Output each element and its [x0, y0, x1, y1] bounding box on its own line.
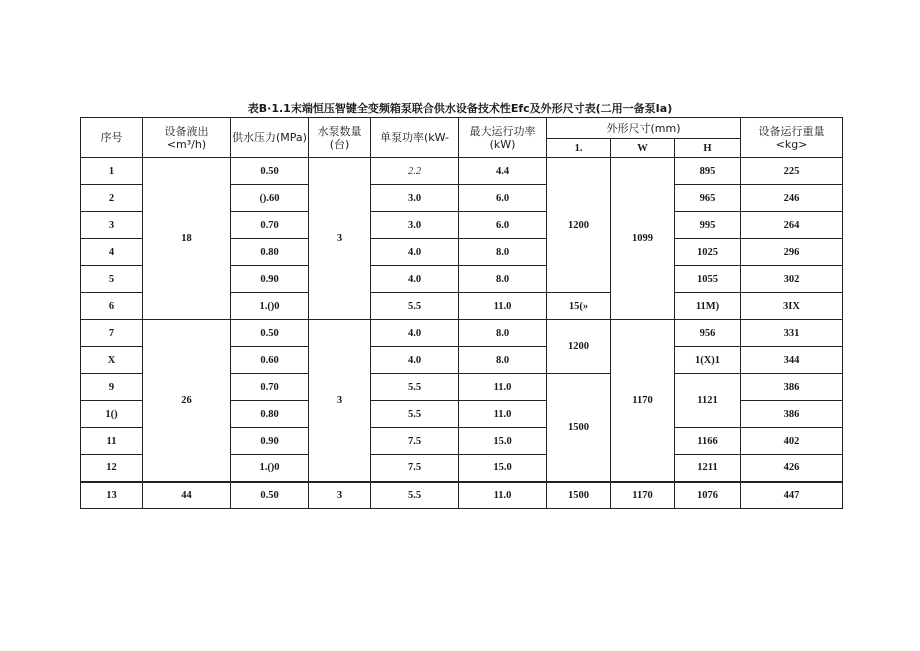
cell-dim-l: 1500 [547, 482, 611, 509]
table-row [81, 158, 843, 185]
cell-max: 11.0 [459, 293, 547, 320]
cell-weight: 3IX [741, 293, 843, 320]
cell-power: 5.5 [371, 482, 459, 509]
cell-max: 4.4 [459, 158, 547, 185]
cell-weight: 344 [741, 347, 843, 374]
cell-pumps: 3 [309, 482, 371, 509]
cell-weight: 386 [741, 374, 843, 401]
header-dims: 外形尺寸(mm) [547, 118, 741, 139]
cell-no: 5 [81, 266, 143, 293]
cell-power: 4.0 [371, 347, 459, 374]
header-row [81, 118, 843, 139]
cell-no: 11 [81, 428, 143, 455]
cell-pressure: 1.()0 [231, 293, 309, 320]
header-no: 序号 [81, 118, 143, 158]
header-weight [741, 118, 843, 158]
table-row [81, 320, 843, 347]
cell-dim-h: 1211 [675, 455, 741, 482]
cell-dim-h: 956 [675, 320, 741, 347]
header-weight-line2: <kg> [775, 137, 808, 151]
cell-max: 6.0 [459, 185, 547, 212]
header-dim-h: H [675, 139, 741, 158]
cell-power: 4.0 [371, 239, 459, 266]
cell-dim-h: 965 [675, 185, 741, 212]
cell-dim-h: 1166 [675, 428, 741, 455]
header-max-line2: (kW) [489, 137, 516, 151]
cell-dim-w: 1170 [611, 320, 675, 482]
cell-weight: 296 [741, 239, 843, 266]
header-flow-line2: <m³/h) [166, 137, 207, 151]
cell-dim-l: 1200 [547, 158, 611, 293]
header-dim-w: W [611, 139, 675, 158]
cell-power: 7.5 [371, 428, 459, 455]
cell-weight: 302 [741, 266, 843, 293]
cell-no: 7 [81, 320, 143, 347]
cell-weight: 426 [741, 455, 843, 482]
cell-dim-h: 1121 [675, 374, 741, 428]
cell-flow: 44 [143, 482, 231, 509]
cell-power: 7.5 [371, 455, 459, 482]
spec-table [80, 117, 843, 509]
cell-no: 4 [81, 239, 143, 266]
cell-pressure: 0.80 [231, 401, 309, 428]
cell-weight: 264 [741, 212, 843, 239]
cell-pumps: 3 [309, 320, 371, 482]
cell-power: 4.0 [371, 266, 459, 293]
cell-max: 11.0 [459, 374, 547, 401]
header-flow [143, 118, 231, 158]
cell-pumps: 3 [309, 158, 371, 320]
header-max-line1: 最大运行功率 [469, 124, 536, 138]
cell-no: 1() [81, 401, 143, 428]
cell-power: 2.2 [371, 158, 459, 185]
cell-weight: 225 [741, 158, 843, 185]
cell-pressure: ().60 [231, 185, 309, 212]
cell-dim-h: 1(X)1 [675, 347, 741, 374]
cell-dim-l: 1500 [547, 374, 611, 482]
header-flow-line1: 设备液出 [164, 124, 209, 138]
cell-dim-l: 15(» [547, 293, 611, 320]
cell-weight: 331 [741, 320, 843, 347]
cell-power: 3.0 [371, 212, 459, 239]
header-weight-line1: 设备运行重量 [758, 124, 825, 138]
cell-power: 5.5 [371, 293, 459, 320]
cell-pressure: 0.70 [231, 374, 309, 401]
cell-flow: 18 [143, 158, 231, 320]
table-row [81, 482, 843, 509]
cell-weight: 447 [741, 482, 843, 509]
cell-max: 15.0 [459, 455, 547, 482]
cell-power: 3.0 [371, 185, 459, 212]
cell-pressure: 0.90 [231, 428, 309, 455]
header-dim-l: 1. [547, 139, 611, 158]
cell-dim-h: 1025 [675, 239, 741, 266]
cell-weight: 246 [741, 185, 843, 212]
cell-no: 13 [81, 482, 143, 509]
cell-no: 6 [81, 293, 143, 320]
header-pressure: 供水压力(MPa) [231, 118, 309, 158]
cell-max: 11.0 [459, 482, 547, 509]
cell-max: 15.0 [459, 428, 547, 455]
cell-pressure: 0.50 [231, 482, 309, 509]
cell-dim-h: 895 [675, 158, 741, 185]
cell-dim-h: 11M) [675, 293, 741, 320]
header-pumps: 水泵数量(台) [309, 118, 371, 158]
cell-flow: 26 [143, 320, 231, 482]
cell-pressure: 0.50 [231, 158, 309, 185]
cell-no: X [81, 347, 143, 374]
header-max-power [459, 118, 547, 158]
cell-pressure: 1.()0 [231, 455, 309, 482]
cell-dim-h: 1076 [675, 482, 741, 509]
cell-pressure: 0.80 [231, 239, 309, 266]
cell-no: 2 [81, 185, 143, 212]
cell-weight: 386 [741, 401, 843, 428]
cell-pressure: 0.50 [231, 320, 309, 347]
cell-no: 3 [81, 212, 143, 239]
cell-dim-h: 995 [675, 212, 741, 239]
cell-max: 8.0 [459, 320, 547, 347]
cell-dim-l: 1200 [547, 320, 611, 374]
cell-power: 5.5 [371, 374, 459, 401]
cell-max: 8.0 [459, 239, 547, 266]
cell-dim-w: 1099 [611, 158, 675, 320]
cell-pressure: 0.90 [231, 266, 309, 293]
cell-no: 12 [81, 455, 143, 482]
cell-pressure: 0.70 [231, 212, 309, 239]
cell-power: 5.5 [371, 401, 459, 428]
cell-dim-h: 1055 [675, 266, 741, 293]
cell-max: 11.0 [459, 401, 547, 428]
header-power: 单泵功率(kW- [371, 118, 459, 158]
cell-weight: 402 [741, 428, 843, 455]
cell-max: 6.0 [459, 212, 547, 239]
cell-dim-w: 1170 [611, 482, 675, 509]
cell-power: 4.0 [371, 320, 459, 347]
cell-no: 1 [81, 158, 143, 185]
cell-no: 9 [81, 374, 143, 401]
cell-pressure: 0.60 [231, 347, 309, 374]
table-caption: 表B·1.1末端恒压智键全变频箱泵联合供水设备技术性Efc及外形尺寸表(二用一备泵Ia) [247, 102, 673, 115]
cell-max: 8.0 [459, 347, 547, 374]
cell-max: 8.0 [459, 266, 547, 293]
